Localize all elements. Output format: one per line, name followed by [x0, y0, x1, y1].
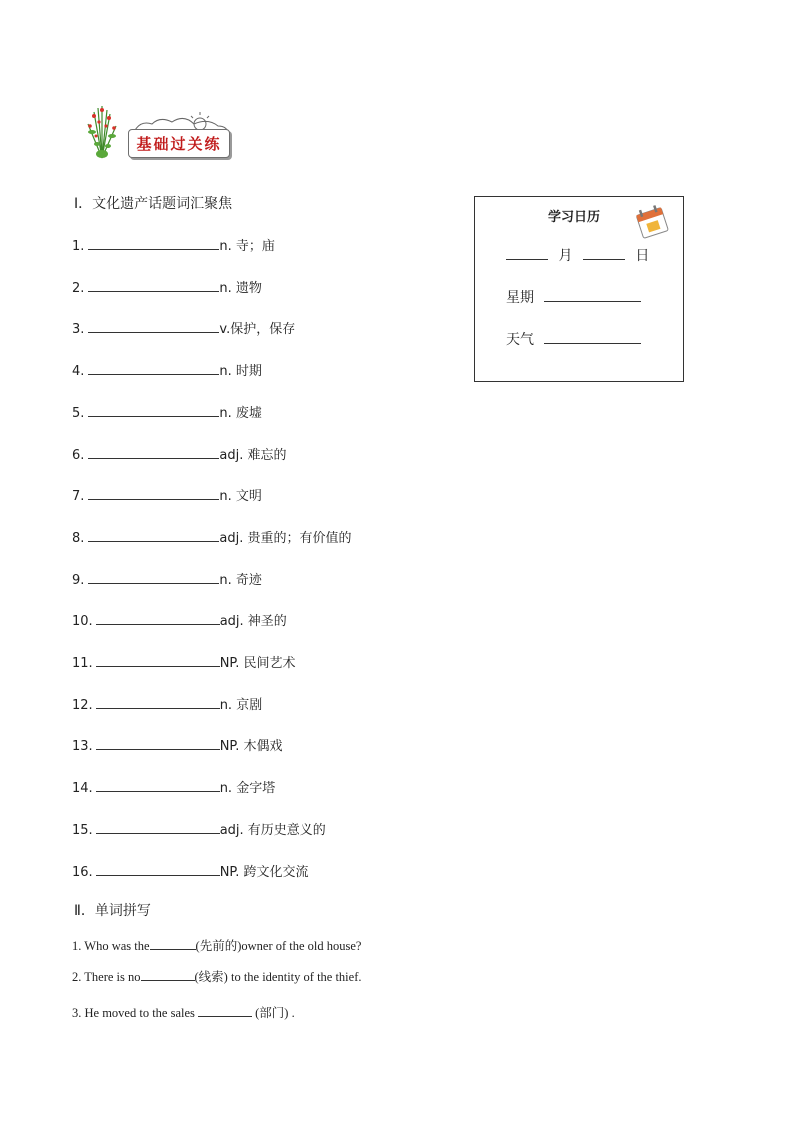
sentence-text: 1. Who was the	[72, 939, 150, 953]
item-meaning: adj. 难忘的	[219, 448, 287, 463]
section-banner: 基础过关练	[128, 129, 230, 158]
calendar-title: 学习日历	[548, 210, 601, 225]
answer-blank[interactable]	[96, 696, 220, 709]
item-number: 7.	[72, 489, 85, 504]
answer-blank[interactable]	[150, 938, 196, 950]
item-meaning: adj. 贵重的；有价值的	[219, 531, 352, 546]
answer-blank[interactable]	[88, 237, 219, 250]
vocab-item	[72, 360, 262, 379]
answer-blank[interactable]	[96, 863, 220, 876]
month-label: 月	[558, 248, 573, 264]
answer-blank[interactable]	[88, 487, 219, 500]
answer-blank[interactable]	[141, 969, 195, 981]
item-meaning: n. 时期	[219, 364, 262, 379]
spelling-sentence-3	[72, 1003, 295, 1021]
answer-blank[interactable]	[88, 404, 219, 417]
date-row	[506, 245, 649, 265]
answer-blank[interactable]	[198, 1005, 252, 1017]
sentence-text: 2. There is no	[72, 970, 141, 984]
item-meaning: n. 废墟	[219, 406, 262, 421]
item-meaning: n. 奇迹	[219, 573, 262, 588]
sentence-hint: (线索)	[194, 970, 228, 984]
item-number: 2.	[72, 281, 85, 296]
weather-label: 天气	[506, 332, 534, 348]
spelling-sentence-1	[72, 936, 361, 954]
sentence-hint: (先前的)	[195, 939, 242, 953]
item-meaning: n. 寺；庙	[219, 239, 275, 254]
vocab-item	[72, 694, 262, 713]
answer-blank[interactable]	[96, 654, 220, 667]
weather-blank[interactable]	[544, 330, 641, 344]
vocab-item	[72, 819, 326, 838]
vocab-item	[72, 277, 262, 296]
section-logo	[82, 102, 242, 162]
item-number: 11.	[72, 656, 93, 671]
vocab-item	[72, 735, 283, 754]
item-number: 10.	[72, 614, 93, 629]
day-blank[interactable]	[583, 246, 625, 260]
item-meaning: v.保护，保存	[219, 322, 296, 337]
answer-blank[interactable]	[96, 612, 220, 625]
vocab-item	[72, 652, 296, 671]
sentence-text: to the identity of the thief.	[227, 970, 362, 984]
vocab-item	[72, 777, 275, 796]
vocab-item	[72, 861, 309, 880]
weekday-row	[506, 287, 641, 307]
weekday-label: 星期	[506, 290, 534, 306]
vocab-item	[72, 610, 287, 629]
spelling-sentence-2	[72, 967, 362, 985]
vocab-item	[72, 402, 262, 421]
item-number: 16.	[72, 865, 93, 880]
item-number: 12.	[72, 698, 93, 713]
answer-blank[interactable]	[88, 571, 219, 584]
item-meaning: adj. 神圣的	[219, 614, 287, 629]
item-number: 3.	[72, 322, 85, 337]
section1-title: Ⅰ．文化遗产话题词汇聚焦	[74, 196, 233, 212]
section2-title: Ⅱ．单词拼写	[74, 903, 151, 919]
month-blank[interactable]	[506, 246, 548, 260]
item-number: 6.	[72, 448, 85, 463]
answer-blank[interactable]	[96, 821, 220, 834]
sentence-hint: (部门)	[252, 1006, 289, 1020]
day-label: 日	[635, 248, 650, 264]
item-number: 5.	[72, 406, 85, 421]
item-meaning: n. 文明	[219, 489, 262, 504]
item-meaning: NP. 民间艺术	[219, 656, 296, 671]
vocab-item	[72, 527, 352, 546]
answer-blank[interactable]	[88, 362, 219, 375]
answer-blank[interactable]	[96, 737, 220, 750]
sentence-text: owner of the old house?	[241, 939, 362, 953]
item-meaning: n. 京剧	[219, 698, 263, 713]
weather-row	[506, 329, 641, 349]
item-number: 1.	[72, 239, 85, 254]
item-meaning: NP. 木偶戏	[219, 739, 283, 754]
vocab-item	[72, 235, 275, 254]
item-meaning: adj. 有历史意义的	[219, 823, 326, 838]
item-meaning: n. 金字塔	[219, 781, 276, 796]
item-number: 8.	[72, 531, 85, 546]
calendar-icon	[631, 201, 673, 243]
answer-blank[interactable]	[88, 320, 219, 333]
flower-plant-icon	[82, 102, 122, 160]
sentence-text: 3. He moved to the sales	[72, 1006, 199, 1020]
study-calendar	[474, 196, 684, 382]
vocab-item	[72, 444, 287, 463]
answer-blank[interactable]	[96, 779, 220, 792]
answer-blank[interactable]	[88, 279, 219, 292]
item-number: 13.	[72, 739, 93, 754]
weekday-blank[interactable]	[544, 288, 641, 302]
vocab-item	[72, 569, 262, 588]
item-number: 4.	[72, 364, 85, 379]
item-number: 15.	[72, 823, 93, 838]
answer-blank[interactable]	[88, 446, 219, 459]
vocab-item	[72, 318, 295, 337]
item-number: 9.	[72, 573, 85, 588]
item-number: 14.	[72, 781, 93, 796]
vocab-item	[72, 485, 262, 504]
item-meaning: n. 遗物	[219, 281, 262, 296]
sentence-text: .	[288, 1006, 295, 1020]
answer-blank[interactable]	[88, 529, 219, 542]
item-meaning: NP. 跨文化交流	[219, 865, 309, 880]
